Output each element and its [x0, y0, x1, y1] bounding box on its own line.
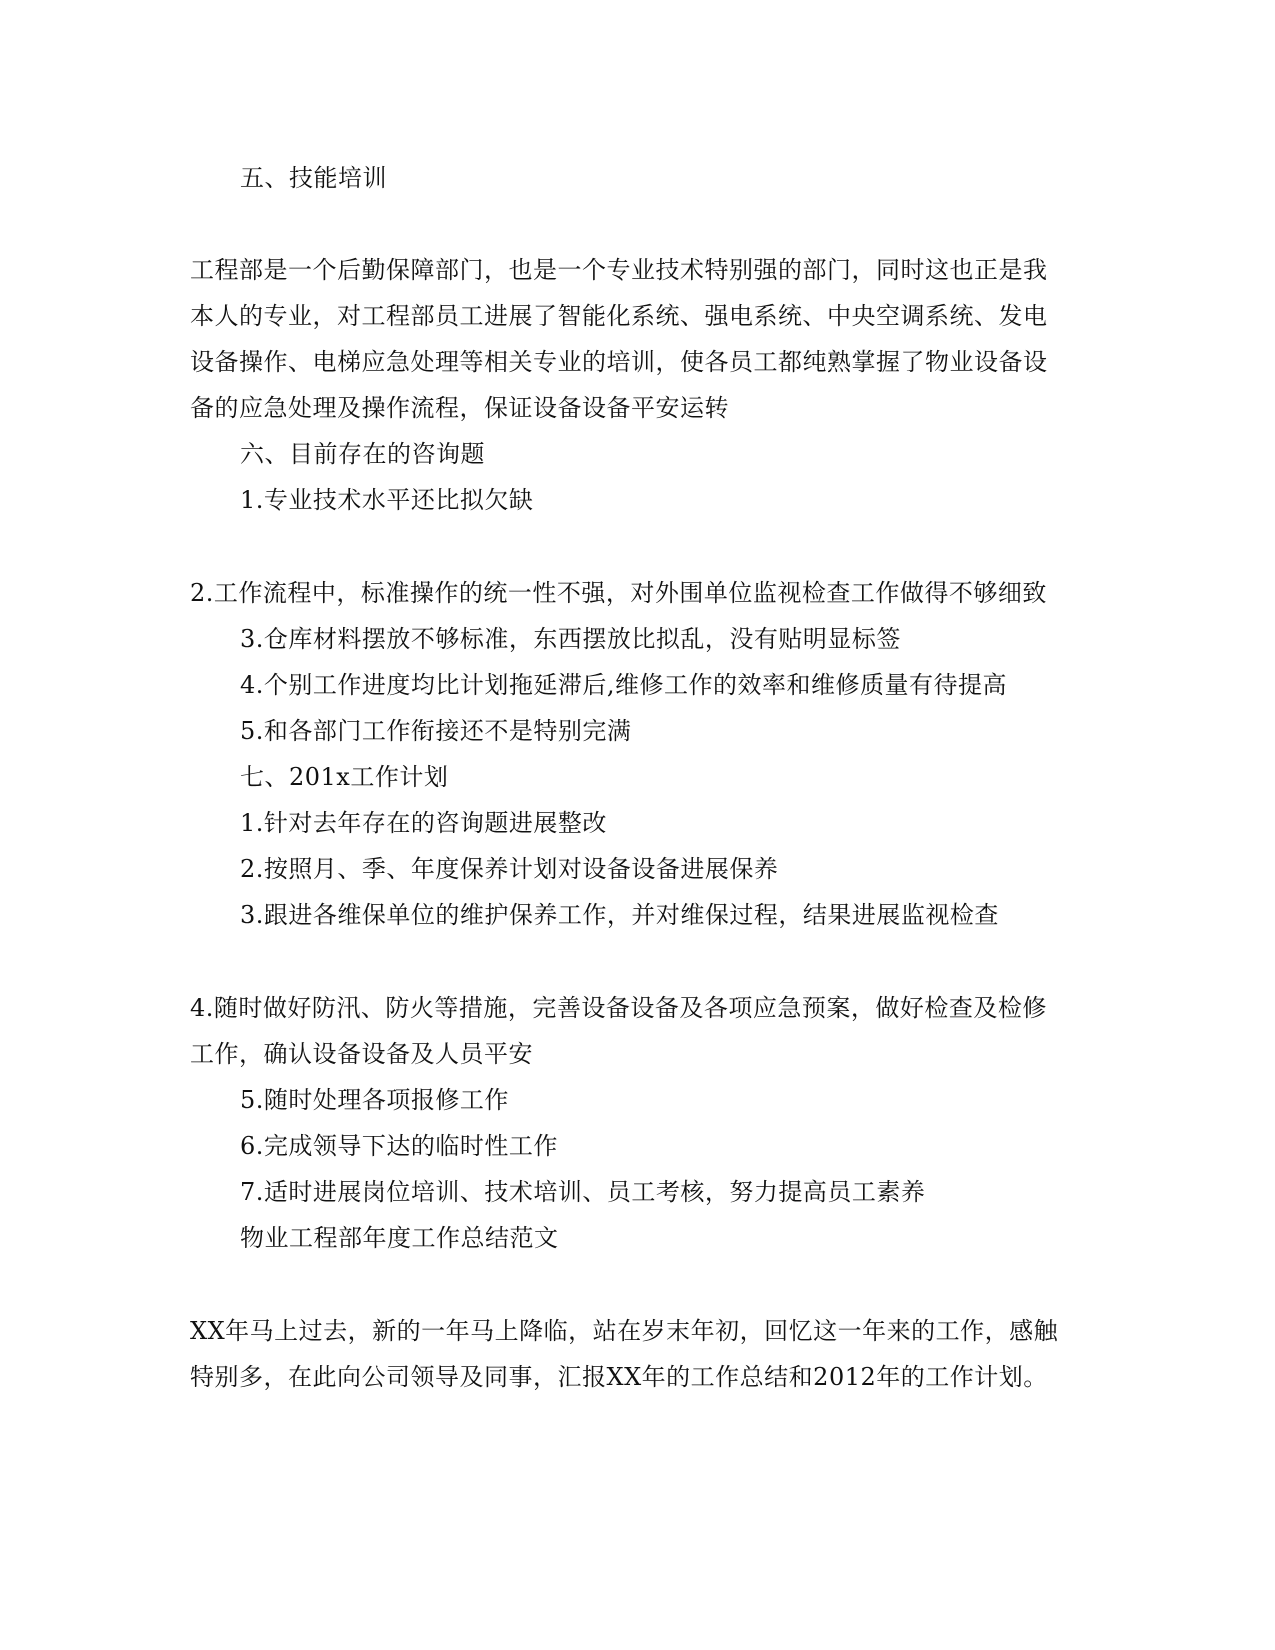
- list-item: 3.仓库材料摆放不够标准，东西摆放比拟乱，没有贴明显标签: [240, 625, 901, 653]
- list-item: 3.跟进各维保单位的维护保养工作，并对维保过程，结果进展监视检查: [240, 901, 999, 929]
- paragraph-line: 备的应急处理及操作流程，保证设备设备平安运转: [190, 394, 729, 422]
- paragraph-line: XX年马上过去，新的一年马上降临，站在岁末年初，回忆这一年来的工作，感触: [190, 1317, 1059, 1345]
- list-item: 4.个别工作进度均比计划拖延滞后,维修工作的效率和维修质量有待提高: [240, 671, 1008, 699]
- list-item: 1.专业技术水平还比拟欠缺: [240, 486, 534, 514]
- paragraph-line: 设备操作、电梯应急处理等相关专业的培训，使各员工都纯熟掌握了物业设备设: [190, 348, 1048, 376]
- paragraph-line: 特别多，在此向公司领导及同事，汇报XX年的工作总结和2012年的工作计划。: [190, 1363, 1048, 1391]
- list-item: 5.和各部门工作衔接还不是特别完满: [240, 717, 632, 745]
- section-heading-skills-training: 五、技能培训: [240, 164, 387, 192]
- document-title: 物业工程部年度工作总结范文: [240, 1224, 559, 1252]
- list-item: 6.完成领导下达的临时性工作: [240, 1132, 558, 1160]
- list-item: 4.随时做好防汛、防火等措施，完善设备设备及各项应急预案，做好检查及检修: [190, 994, 1047, 1022]
- list-item: 5.随时处理各项报修工作: [240, 1086, 509, 1114]
- paragraph-line: 本人的专业，对工程部员工进展了智能化系统、强电系统、中央空调系统、发电: [190, 302, 1048, 330]
- list-item: 1.针对去年存在的咨询题进展整改: [240, 809, 607, 837]
- list-item: 2.按照月、季、年度保养计划对设备设备进展保养: [240, 855, 779, 883]
- list-item-continuation: 工作，确认设备设备及人员平安: [190, 1040, 533, 1068]
- section-heading-current-issues: 六、目前存在的咨询题: [240, 440, 485, 468]
- list-item: 2.工作流程中，标准操作的统一性不强，对外围单位监视检查工作做得不够细致: [190, 579, 1047, 607]
- section-heading-work-plan: 七、201x工作计划: [240, 763, 449, 791]
- list-item: 7.适时进展岗位培训、技术培训、员工考核，努力提高员工素养: [240, 1178, 926, 1206]
- paragraph-line: 工程部是一个后勤保障部门，也是一个专业技术特别强的部门，同时这也正是我: [190, 256, 1048, 284]
